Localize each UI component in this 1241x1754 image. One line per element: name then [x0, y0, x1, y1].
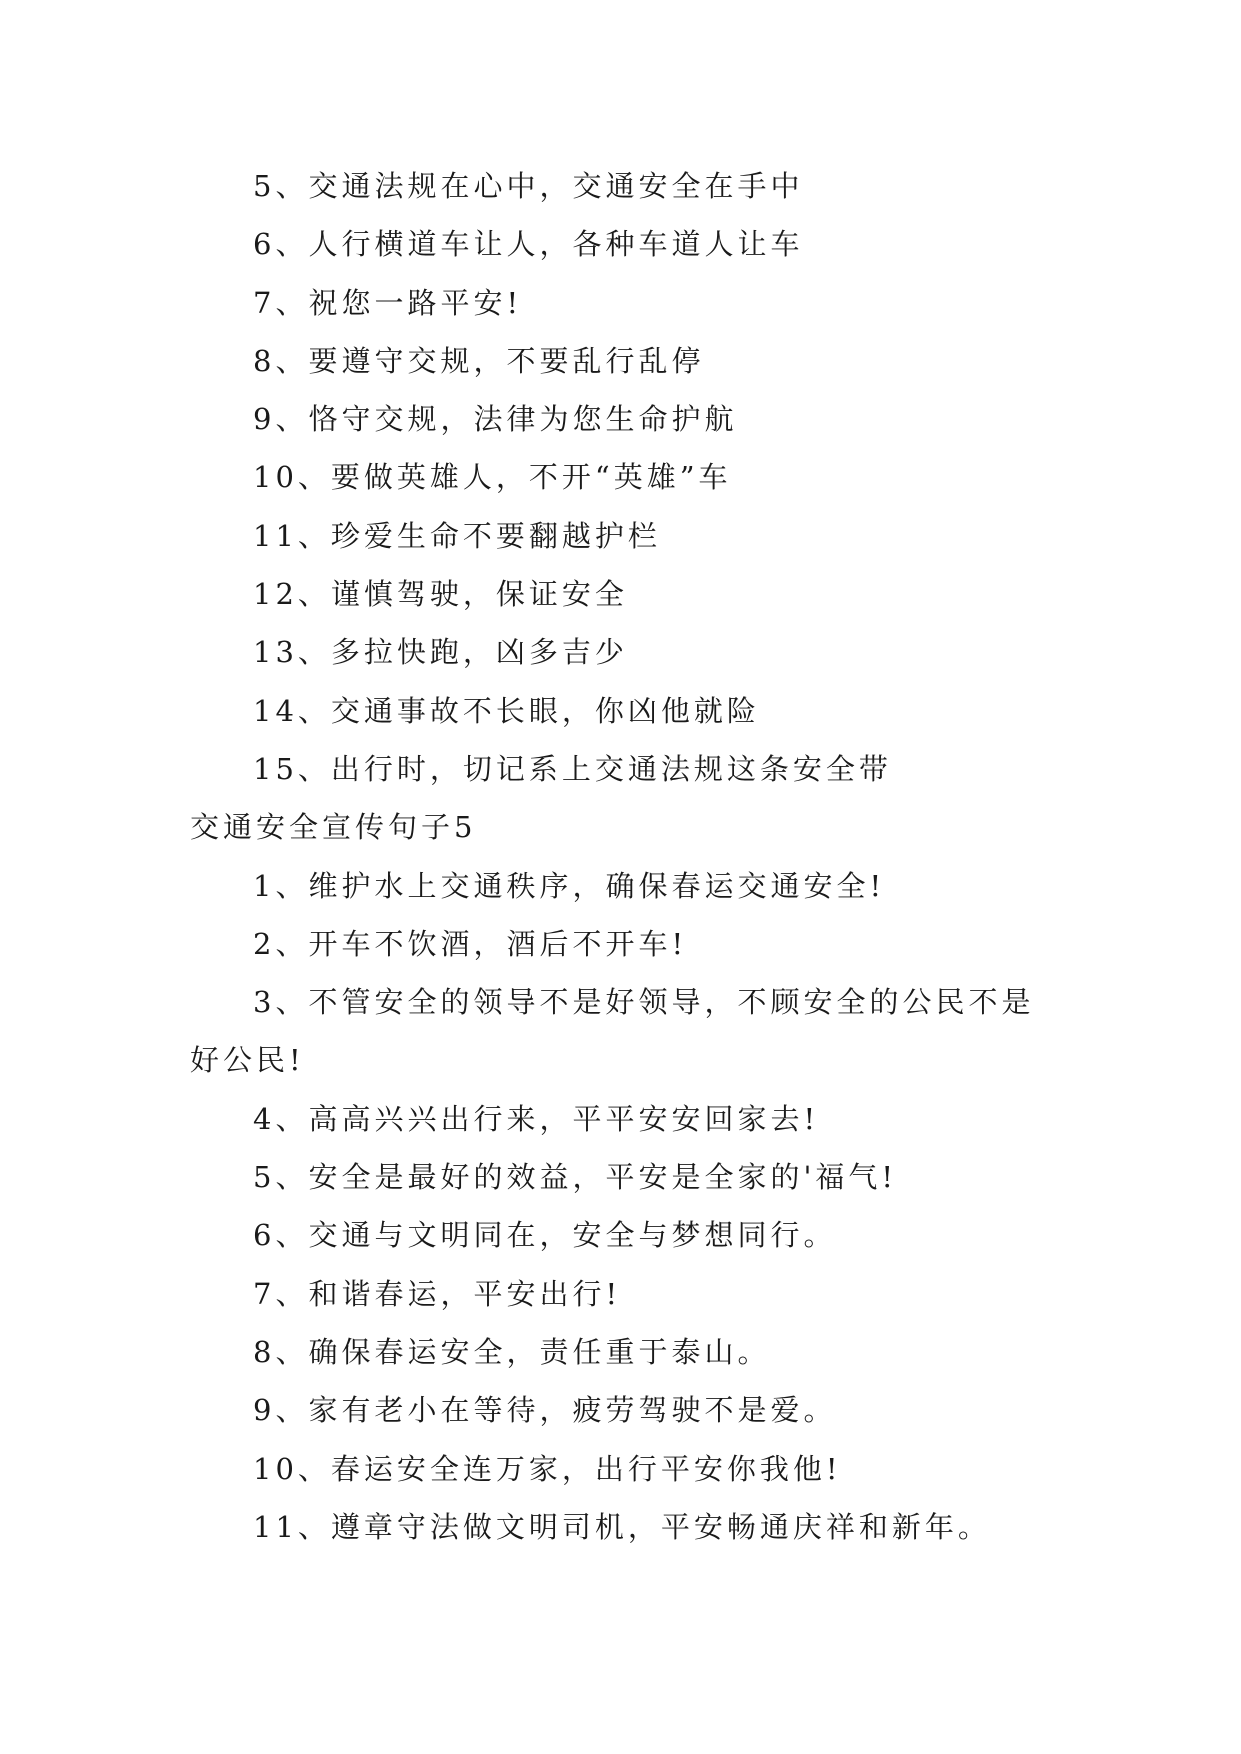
section-heading: 交通安全宣传句子5: [190, 810, 477, 845]
list-item: 10、春运安全连万家，出行平安你我他!: [253, 1451, 842, 1486]
list-item: 10、要做英雄人，不开“英雄”车: [253, 460, 732, 495]
list-item: 8、要遵守交规，不要乱行乱停: [253, 343, 705, 378]
list-item: 11、珍爱生命不要翻越护栏: [253, 518, 661, 553]
list-item: 6、交通与文明同在，安全与梦想同行。: [253, 1218, 837, 1253]
document-body: [190, 157, 1070, 1556]
list-item: 14、交通事故不长眼，你凶他就险: [253, 693, 760, 728]
list-item: 7、和谐春运，平安出行!: [253, 1276, 622, 1311]
list-item: 13、多拉快跑，凶多吉少: [253, 635, 628, 670]
list-item: 1、维护水上交通秩序，确保春运交通安全!: [253, 868, 886, 903]
list-item: 7、祝您一路平安!: [253, 285, 523, 320]
list-item: 9、家有老小在等待，疲劳驾驶不是爱。: [253, 1393, 837, 1428]
list-item-continuation: 好公民!: [190, 1043, 305, 1078]
list-item: 8、确保春运安全，责任重于泰山。: [253, 1334, 771, 1369]
list-item: 9、恪守交规，法律为您生命护航: [253, 402, 738, 437]
list-item: 15、出行时，切记系上交通法规这条安全带: [253, 751, 892, 786]
list-item: 2、开车不饮酒，酒后不开车!: [253, 926, 688, 961]
list-item: 11、遵章守法做文明司机，平安畅通庆祥和新年。: [253, 1509, 991, 1544]
list-item: 12、谨慎驾驶，保证安全: [253, 577, 628, 612]
list-item: 5、安全是最好的效益，平安是全家的'福气!: [253, 1160, 898, 1195]
list-item: 3、不管安全的领导不是好领导，不顾安全的公民不是: [253, 985, 1035, 1020]
list-item: 6、人行横道车让人，各种车道人让车: [253, 227, 804, 262]
list-item: 4、高高兴兴出行来，平平安安回家去!: [253, 1101, 820, 1136]
list-item: 5、交通法规在心中，交通安全在手中: [253, 169, 804, 203]
